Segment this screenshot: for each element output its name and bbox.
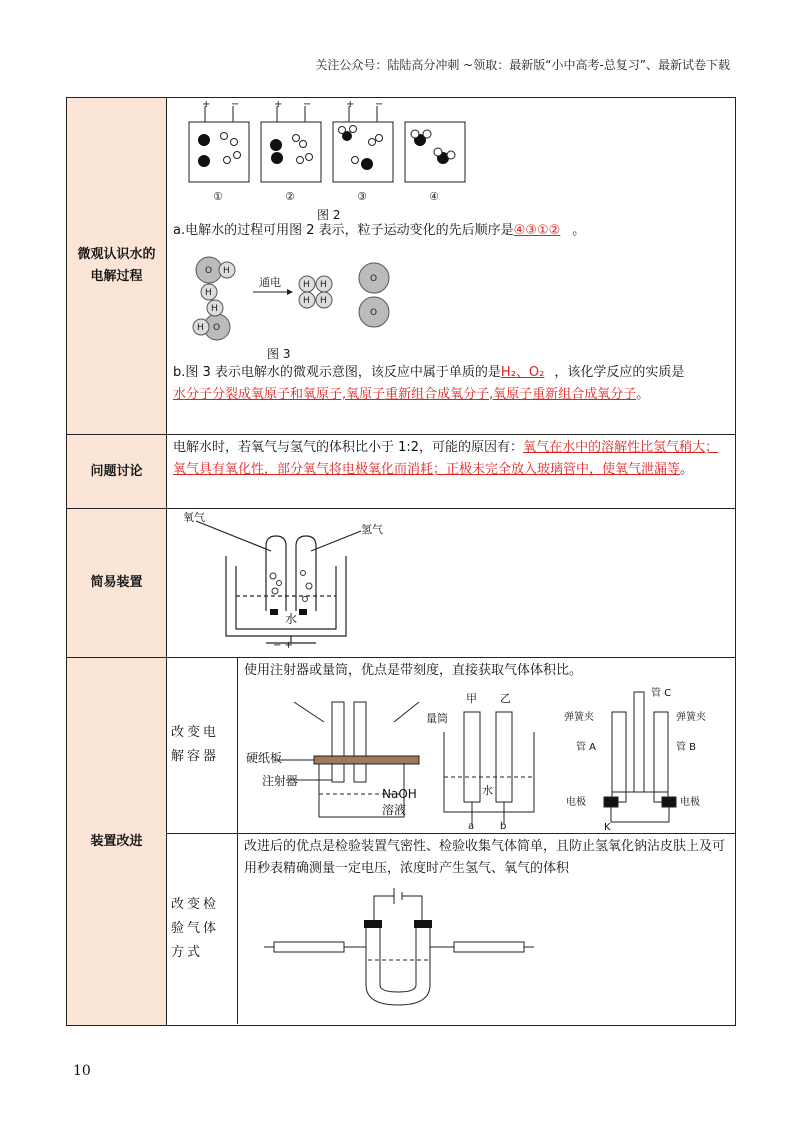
svg-text:+: + — [274, 100, 283, 110]
svg-text:H: H — [223, 266, 230, 276]
svg-text:O: O — [205, 266, 213, 276]
svg-text:H: H — [320, 280, 327, 290]
svg-text:−: − — [303, 100, 312, 110]
gas-test-figure — [264, 880, 564, 1010]
answer-a: ④③①② — [513, 223, 561, 238]
label-electrode-right: 电极 — [680, 797, 700, 808]
label-tube-b: 管 B — [676, 742, 697, 753]
label-syringe: 注射器 — [262, 774, 299, 788]
sublabel-container: 改变电解容器 — [167, 658, 238, 833]
fig2-label-4: ④ — [429, 190, 439, 203]
figure-2 — [179, 100, 479, 220]
svg-text:+: + — [202, 100, 211, 110]
row-label-simple-device: 简易装置 — [67, 509, 167, 658]
label-oxygen: 氧气 — [183, 511, 205, 524]
svg-text:O: O — [370, 274, 378, 284]
fig3-arrow-label: 通电 — [259, 276, 281, 289]
label-tube-a: 管 A — [576, 742, 597, 753]
gas-test-content — [238, 833, 736, 1024]
label-tube-c: 管 C — [651, 688, 672, 699]
discussion-content: 电解水时，若氧气与氢气的体积比小于 1:2，可能的原因有：氧气在水中的溶解性比氢气稍大；氧气具有氧化性，部分氧气将电极氧化而消耗；正极未完全放入玻璃管中，使氧气泄漏等。 — [167, 435, 736, 509]
fig2-label-1: ① — [213, 190, 223, 203]
svg-text:H: H — [320, 296, 327, 306]
container-figures — [244, 682, 734, 830]
label-k: K — [604, 822, 611, 830]
label-naoh: NaOH — [382, 787, 417, 801]
label-solution: 溶液 — [382, 803, 407, 817]
figure-3 — [187, 242, 417, 362]
svg-text:−: − — [231, 100, 240, 110]
label-clip-left: 弹簧夹 — [564, 712, 594, 723]
container-content — [238, 658, 736, 833]
label-board: 硬纸板 — [246, 751, 283, 765]
svg-text:− +: − + — [273, 640, 293, 651]
svg-text:O: O — [213, 323, 221, 333]
label-a: a — [468, 821, 475, 830]
label-cylinder: 量筒 — [426, 712, 448, 725]
improvement-inner-table — [167, 658, 735, 1024]
svg-text:H: H — [197, 323, 204, 333]
improvement-content — [167, 658, 736, 1026]
svg-text:H: H — [303, 296, 310, 306]
gas-test-text: 改进后的优点是检验装置气密性、检验收集气体简单，且防止氢氧化钠沾皮肤上及可用秒表精确测量一定电压，浓度时产生氢气、氧气的体积 — [244, 838, 726, 876]
label-yi: 乙 — [500, 692, 511, 705]
row-label-improvement: 装置改进 — [67, 658, 167, 1026]
simple-device-figure — [181, 511, 431, 651]
sublabel-gas-test: 改变检验气体方式 — [167, 833, 238, 1024]
svg-text:+: + — [346, 100, 355, 110]
line-a: a.电解水的过程可用图 2 表示，粒子运动变化的先后顺序是④③①② 。 — [173, 223, 586, 238]
answer-b1: H₂、O₂ — [500, 365, 545, 380]
label-water: 水 — [285, 612, 298, 626]
fig2-label-3: ③ — [357, 190, 367, 203]
row-label-discussion: 问题讨论 — [67, 435, 167, 509]
discussion-answer: 氧气在水中的溶解性比氢气稍大；氧气具有氧化性，部分氧气将电极氧化而消耗；正极未完全放入玻璃管中，使氧气泄漏等 — [173, 440, 719, 477]
label-jia: 甲 — [466, 692, 477, 705]
container-text: 使用注射器或量筒，优点是带刻度，直接获取气体体积比。 — [244, 663, 583, 678]
svg-text:H: H — [211, 304, 218, 314]
svg-text:−: − — [375, 100, 384, 110]
micro-content — [167, 98, 736, 435]
label-hydrogen: 氢气 — [361, 523, 383, 536]
page-number: 10 — [73, 1063, 91, 1079]
fig2-caption: 图 2 — [317, 208, 341, 220]
content-table — [66, 97, 736, 1026]
svg-text:H: H — [205, 288, 212, 298]
svg-text:H: H — [303, 280, 310, 290]
fig3-caption: 图 3 — [267, 347, 291, 361]
line-b: b.图 3 表示电解水的微观示意图，该反应中属于单质的是H₂、O₂ ，该化学反应的实质是 水分子分裂成氧原子和氧原子,氧原子重新组合成氧分子,氧原子重新组合成氧分子。 — [173, 365, 685, 402]
row-label-micro: 微观认识水的电解过程 — [67, 98, 167, 435]
page-header: 关注公众号：陆陆高分冲刺 ~领取：最新版“小中高考-总复习”、最新试卷下载 — [315, 58, 730, 72]
label-water-b: 水 — [482, 784, 493, 797]
label-clip-right: 弹簧夹 — [676, 712, 706, 723]
answer-b2: 水分子分裂成氧原子和氧原子,氧原子重新组合成氧分子,氧原子重新组合成氧分子 — [173, 387, 637, 402]
svg-text:O: O — [370, 308, 378, 318]
label-b: b — [500, 821, 507, 830]
simple-device-content — [167, 509, 736, 658]
fig2-label-2: ② — [285, 190, 295, 203]
label-electrode-left: 电极 — [566, 797, 586, 808]
